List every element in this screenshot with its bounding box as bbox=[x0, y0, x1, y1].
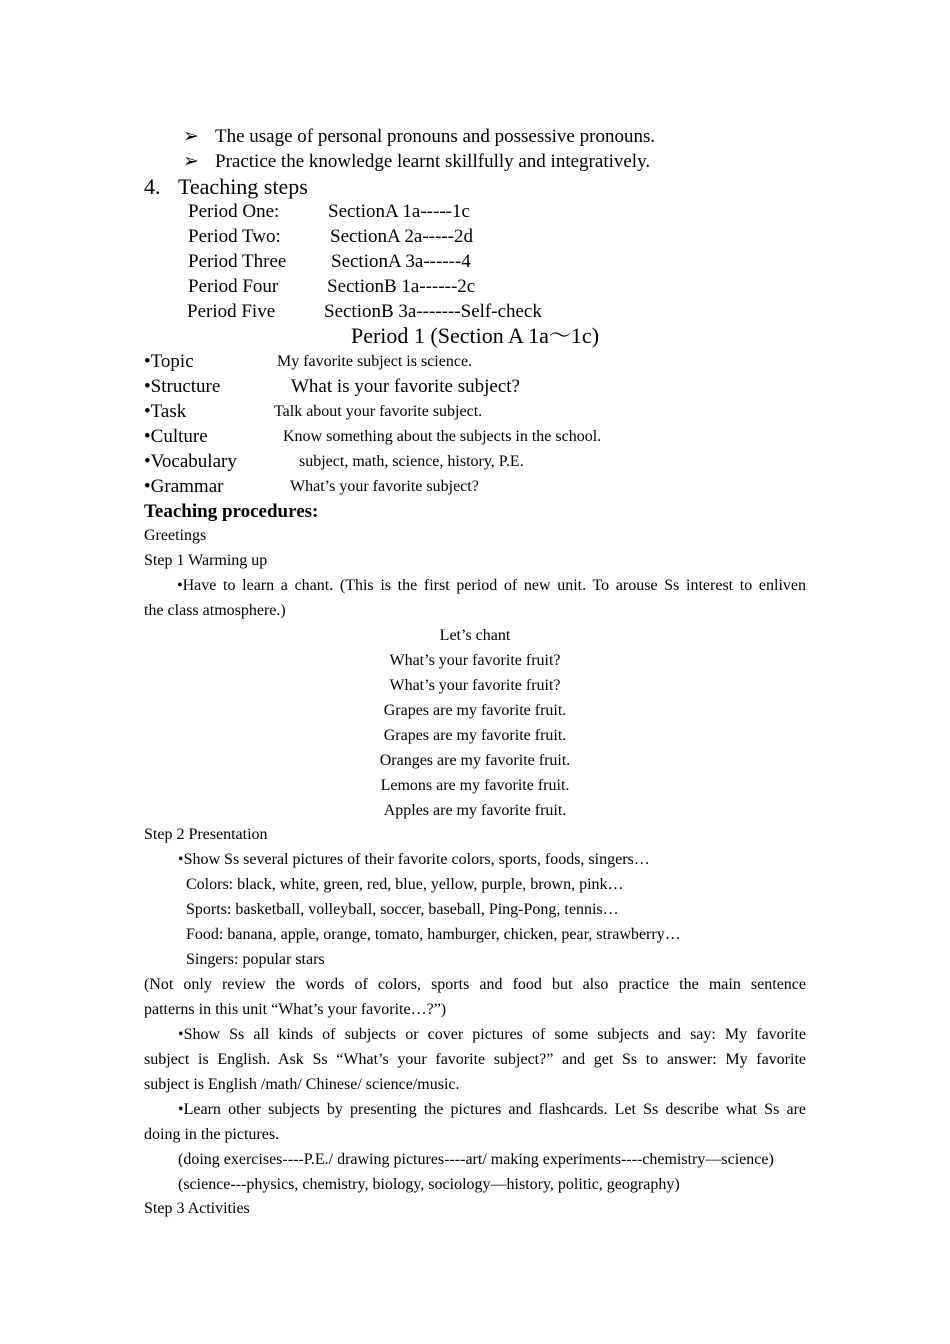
overview-label: •Culture bbox=[144, 426, 208, 447]
overview-value: subject, math, science, history, P.E. bbox=[299, 453, 524, 470]
step2-subjects-line1: •Show Ss all kinds of subjects or cover pictures of some subjects and say: My favorite bbox=[178, 1026, 806, 1043]
step2-note-line2: patterns in this unit “What’s your favorite…?”) bbox=[144, 1001, 447, 1018]
section-number: 4. bbox=[144, 174, 161, 199]
period-name: Period Three bbox=[188, 251, 287, 272]
period-name: Period Four bbox=[188, 276, 279, 297]
step2-paren1: (doing exercises----P.E./ drawing pictures----art/ making experiments----chemistry—science) bbox=[178, 1151, 774, 1168]
chant-line: Oranges are my favorite fruit. bbox=[379, 752, 571, 769]
period-name: Period Five bbox=[187, 301, 276, 322]
step2-note-line1: (Not only review the words of colors, sports and food but also practice the main sentence bbox=[144, 976, 806, 993]
chant-line: Grapes are my favorite fruit. bbox=[383, 727, 567, 744]
overview-value: My favorite subject is science. bbox=[277, 353, 473, 370]
period-name: Period One: bbox=[188, 201, 280, 222]
period-range: SectionA 2a-----2d bbox=[330, 226, 473, 247]
step2-subjects-line2: subject is English. Ask Ss “What’s your favorite subject?” and get Ss to answer: My favorite bbox=[144, 1051, 806, 1068]
overview-value: Know something about the subjects in the school. bbox=[283, 428, 602, 445]
step2-learn-line1: •Learn other subjects by presenting the pictures and flashcards. Let Ss describe what Ss are bbox=[178, 1101, 806, 1118]
period-range: SectionB 3a-------Self-check bbox=[324, 301, 542, 322]
overview-label: •Structure bbox=[144, 376, 221, 397]
overview-label: •Task bbox=[144, 401, 187, 422]
overview-label: •Grammar bbox=[144, 476, 224, 497]
section-title: Teaching steps bbox=[178, 174, 308, 199]
greetings: Greetings bbox=[144, 527, 207, 544]
step2-paren2: (science---physics, chemistry, biology, sociology—history, politic, geography) bbox=[178, 1176, 680, 1193]
chant-line: Apples are my favorite fruit. bbox=[383, 802, 567, 819]
chant-line: What’s your favorite fruit? bbox=[389, 677, 561, 694]
step2-subjects-line3: subject is English /math/ Chinese/ science/music. bbox=[144, 1076, 460, 1093]
step2-learn-line2: doing in the pictures. bbox=[144, 1126, 280, 1143]
step2-singers: Singers: popular stars bbox=[186, 951, 325, 968]
overview-label: •Topic bbox=[144, 351, 194, 372]
bullet-marker: ➢ bbox=[183, 151, 199, 172]
step1-para-line1: •Have to learn a chant. (This is the first period of new unit. To arouse Ss interest to enliven bbox=[177, 577, 806, 594]
chant-line: Lemons are my favorite fruit. bbox=[380, 777, 570, 794]
bullet-text: Practice the knowledge learnt skillfully and integratively. bbox=[215, 151, 651, 172]
period-name: Period Two: bbox=[188, 226, 281, 247]
chant-line: What’s your favorite fruit? bbox=[389, 652, 561, 669]
step2-colors: Colors: black, white, green, red, blue, yellow, purple, brown, pink… bbox=[186, 876, 624, 893]
bullet-text: The usage of personal pronouns and possessive pronouns. bbox=[215, 126, 656, 147]
step1-para-line2: the class atmosphere.) bbox=[144, 602, 286, 619]
period-title: Period 1 (Section A 1a～1c) bbox=[350, 323, 600, 348]
step2-show-line: •Show Ss several pictures of their favorite colors, sports, foods, singers… bbox=[178, 851, 650, 868]
bullet-marker: ➢ bbox=[183, 126, 199, 147]
period-range: SectionB 1a------2c bbox=[327, 276, 476, 297]
overview-value: What’s your favorite subject? bbox=[290, 478, 479, 495]
step2-food: Food: banana, apple, orange, tomato, hamburger, chicken, pear, strawberry… bbox=[186, 926, 681, 943]
chant-line: Grapes are my favorite fruit. bbox=[383, 702, 567, 719]
chant-title: Let’s chant bbox=[439, 627, 511, 644]
overview-value: What is your favorite subject? bbox=[291, 376, 520, 397]
period-range: SectionA 1a-----1c bbox=[328, 201, 470, 222]
step2-heading: Step 2 Presentation bbox=[144, 826, 268, 843]
period-range: SectionA 3a------4 bbox=[331, 251, 471, 272]
step1-heading: Step 1 Warming up bbox=[144, 552, 268, 569]
overview-label: •Vocabulary bbox=[144, 451, 237, 472]
step3-heading: Step 3 Activities bbox=[144, 1200, 250, 1217]
procedures-heading: Teaching procedures: bbox=[144, 501, 319, 522]
step2-sports: Sports: basketball, volleyball, soccer, baseball, Ping-Pong, tennis… bbox=[186, 901, 619, 918]
overview-value: Talk about your favorite subject. bbox=[274, 403, 483, 420]
